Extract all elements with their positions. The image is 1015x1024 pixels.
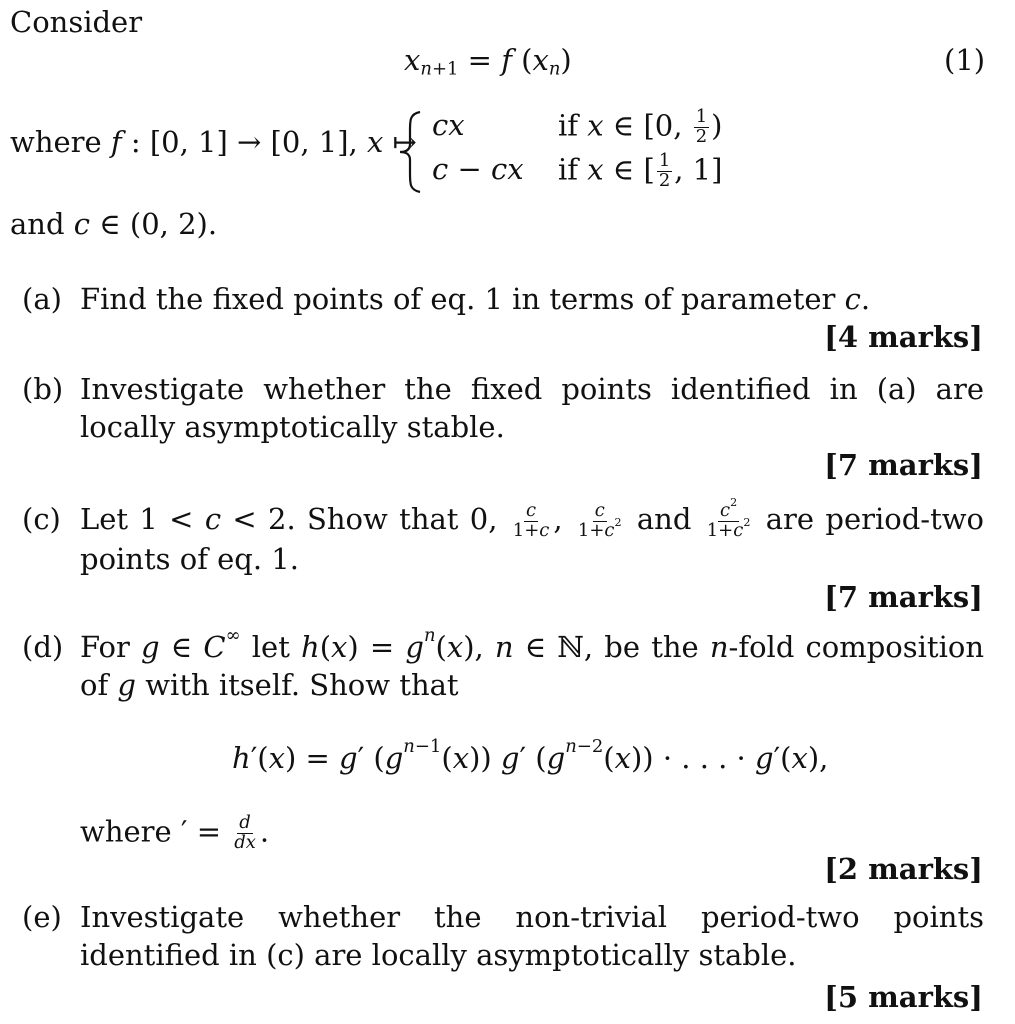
marks-d xyxy=(824,852,983,886)
where-word: where xyxy=(80,814,172,849)
and-word: and xyxy=(636,502,692,536)
part-d xyxy=(22,624,984,704)
fold-text: -fold composition of xyxy=(80,630,984,702)
marks-label: [7 marks] xyxy=(824,448,983,482)
part-text: Investigate whether the non-trivial period-two points identified in (c) are locally asymptotically stable. xyxy=(80,900,984,972)
marks-b xyxy=(824,448,983,482)
marks-a xyxy=(824,320,983,354)
let-word: let xyxy=(251,630,290,664)
period-two-text: are period-two points of eq. 1. xyxy=(80,502,984,577)
and-word: and xyxy=(10,207,65,241)
marks-label: [7 marks] xyxy=(824,580,983,614)
part-a: (a) Find the fixed points of eq. 1 in terms of parameter c. xyxy=(22,282,871,316)
parameter-range: and c ∈ (0, 2). xyxy=(10,207,218,241)
prime-definition: where ′ = $\frac{d}{dx}$ . xyxy=(80,812,270,853)
part-text: Find the fixed points of eq. 1 in terms of parameter xyxy=(80,282,836,316)
if-word: if xyxy=(558,108,579,143)
case1-expression: cx xyxy=(432,108,465,142)
recurrence-equation: $x_{n+1} = f$ $(x_n)$ xyxy=(404,43,572,80)
part-label: (a) xyxy=(22,282,62,316)
equation-number: (1) xyxy=(944,43,986,77)
part-label: (e) xyxy=(22,900,62,934)
part-text: For g ∈ C∞ let $h(x) = g^n(x)$, n ∈ ℕ, be the n-fold composition of g with itself. Show that xyxy=(80,624,984,702)
case2-condition: if x ∈ [ $\frac{1}{2}$ , 1] xyxy=(558,150,723,191)
derivative-formula: h′(x) = g′ $(g^{n-1}(x))$ g′ $(g^{n-2}(x))$ · . . . · g′(x), xyxy=(232,735,829,775)
marks-c xyxy=(824,580,983,614)
consider-text: Consider xyxy=(10,5,143,39)
show-that-text: Show that xyxy=(307,502,459,536)
marks-e xyxy=(824,980,983,1014)
part-text: Investigate whether the fixed points identified in (a) are locally asymptotically stable. xyxy=(80,372,984,444)
part-label: (d) xyxy=(22,630,64,664)
for-word: For xyxy=(80,630,130,664)
let-word: Let xyxy=(80,502,129,536)
where-word: where xyxy=(10,125,102,159)
marks-label: [2 marks] xyxy=(824,852,983,886)
case1-condition: if x ∈ [0, $\frac{1}{2}$ ) xyxy=(558,106,723,147)
part-text: Let 1 < c < 2. Show that 0, $\frac{c}{1+c}$ , $\frac{c}{1+c^2}$ and $\frac{c^2}{1+c^2}$ are period-two points of eq. 1. xyxy=(80,495,984,577)
part-e xyxy=(22,898,984,974)
be-the-text: be the xyxy=(604,630,699,664)
part-c xyxy=(22,495,984,578)
case-brace xyxy=(396,110,426,194)
marks-label: [4 marks] xyxy=(824,320,983,354)
part-label: (b) xyxy=(22,372,64,406)
if-word: if xyxy=(558,152,579,187)
part-label: (c) xyxy=(22,502,61,536)
part-b xyxy=(22,370,984,446)
marks-label: [5 marks] xyxy=(824,980,983,1014)
function-definition: where f : [0, 1] → [0, 1], x ↦ xyxy=(10,125,417,159)
case2-expression: c − cx xyxy=(432,152,524,186)
with-itself-text: with itself. Show that xyxy=(145,668,459,702)
